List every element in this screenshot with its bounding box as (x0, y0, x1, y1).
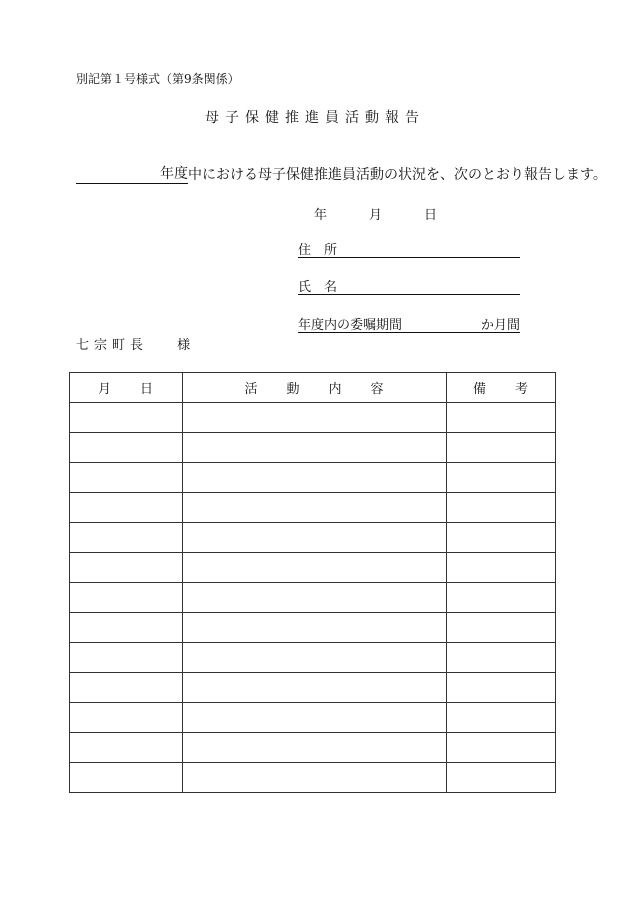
fiscal-year-blank[interactable] (76, 167, 160, 184)
date-cell[interactable] (70, 763, 183, 793)
commission-term-field[interactable] (298, 314, 520, 333)
table-row (70, 733, 556, 763)
header-date: 月 日 (70, 373, 183, 403)
activity-log-table (69, 372, 556, 793)
activity-cell[interactable] (183, 703, 447, 733)
activity-cell[interactable] (183, 763, 447, 793)
remarks-cell[interactable] (447, 703, 556, 733)
date-day-label: 日 (424, 208, 438, 223)
remarks-cell[interactable] (447, 733, 556, 763)
remarks-cell[interactable] (447, 583, 556, 613)
remarks-cell[interactable] (447, 523, 556, 553)
form-number: 別記第１号様式（第9条関係） (76, 72, 240, 86)
table-row (70, 523, 556, 553)
activity-cell[interactable] (183, 403, 447, 433)
table-row (70, 583, 556, 613)
fiscal-year-label: 年度 (160, 163, 188, 184)
activity-cell[interactable] (183, 613, 447, 643)
table-row (70, 703, 556, 733)
activity-cell[interactable] (183, 463, 447, 493)
table-row (70, 553, 556, 583)
addressee-honorific: 様 (177, 338, 196, 353)
table-row (70, 433, 556, 463)
page-title: 母子保健推進員活動報告 (205, 110, 425, 126)
date-cell[interactable] (70, 493, 183, 523)
name-field[interactable] (298, 276, 520, 295)
date-cell[interactable] (70, 733, 183, 763)
activity-cell[interactable] (183, 643, 447, 673)
table-body (70, 403, 556, 793)
remarks-cell[interactable] (447, 613, 556, 643)
remarks-cell[interactable] (447, 493, 556, 523)
addressee (76, 334, 195, 353)
date-month-label: 月 (369, 208, 383, 223)
address-label: 住 所 (298, 243, 338, 258)
header-remarks: 備 考 (447, 373, 556, 403)
remarks-cell[interactable] (447, 553, 556, 583)
table-row (70, 613, 556, 643)
date-cell[interactable] (70, 643, 183, 673)
remarks-cell[interactable] (447, 643, 556, 673)
intro-sentence (76, 163, 607, 184)
activity-cell[interactable] (183, 673, 447, 703)
date-cell[interactable] (70, 463, 183, 493)
activity-cell[interactable] (183, 553, 447, 583)
intro-text: 中における母子保健推進員活動の状況を、次のとおり報告します。 (188, 167, 607, 183)
remarks-cell[interactable] (447, 433, 556, 463)
name-label: 氏 名 (298, 280, 338, 295)
date-cell[interactable] (70, 403, 183, 433)
activity-cell[interactable] (183, 583, 447, 613)
table-row (70, 403, 556, 433)
remarks-cell[interactable] (447, 673, 556, 703)
date-cell[interactable] (70, 553, 183, 583)
date-year-label: 年 (314, 208, 328, 223)
activity-cell[interactable] (183, 523, 447, 553)
remarks-cell[interactable] (447, 763, 556, 793)
date-cell[interactable] (70, 433, 183, 463)
term-suffix: か月間 (480, 318, 520, 333)
activity-cell[interactable] (183, 733, 447, 763)
term-label: 年度内の委嘱期間 (298, 318, 403, 333)
table-header-row (70, 373, 556, 403)
remarks-cell[interactable] (447, 403, 556, 433)
date-cell[interactable] (70, 613, 183, 643)
activity-cell[interactable] (183, 433, 447, 463)
table-row (70, 643, 556, 673)
date-cell[interactable] (70, 703, 183, 733)
header-activity: 活 動 内 容 (183, 373, 447, 403)
address-field[interactable] (298, 239, 520, 258)
remarks-cell[interactable] (447, 463, 556, 493)
activity-cell[interactable] (183, 493, 447, 523)
table-row (70, 673, 556, 703)
table-row (70, 463, 556, 493)
addressee-name: 七宗町長 (76, 338, 149, 353)
table-row (70, 493, 556, 523)
date-cell[interactable] (70, 523, 183, 553)
date-cell[interactable] (70, 673, 183, 703)
date-cell[interactable] (70, 583, 183, 613)
table-row (70, 763, 556, 793)
